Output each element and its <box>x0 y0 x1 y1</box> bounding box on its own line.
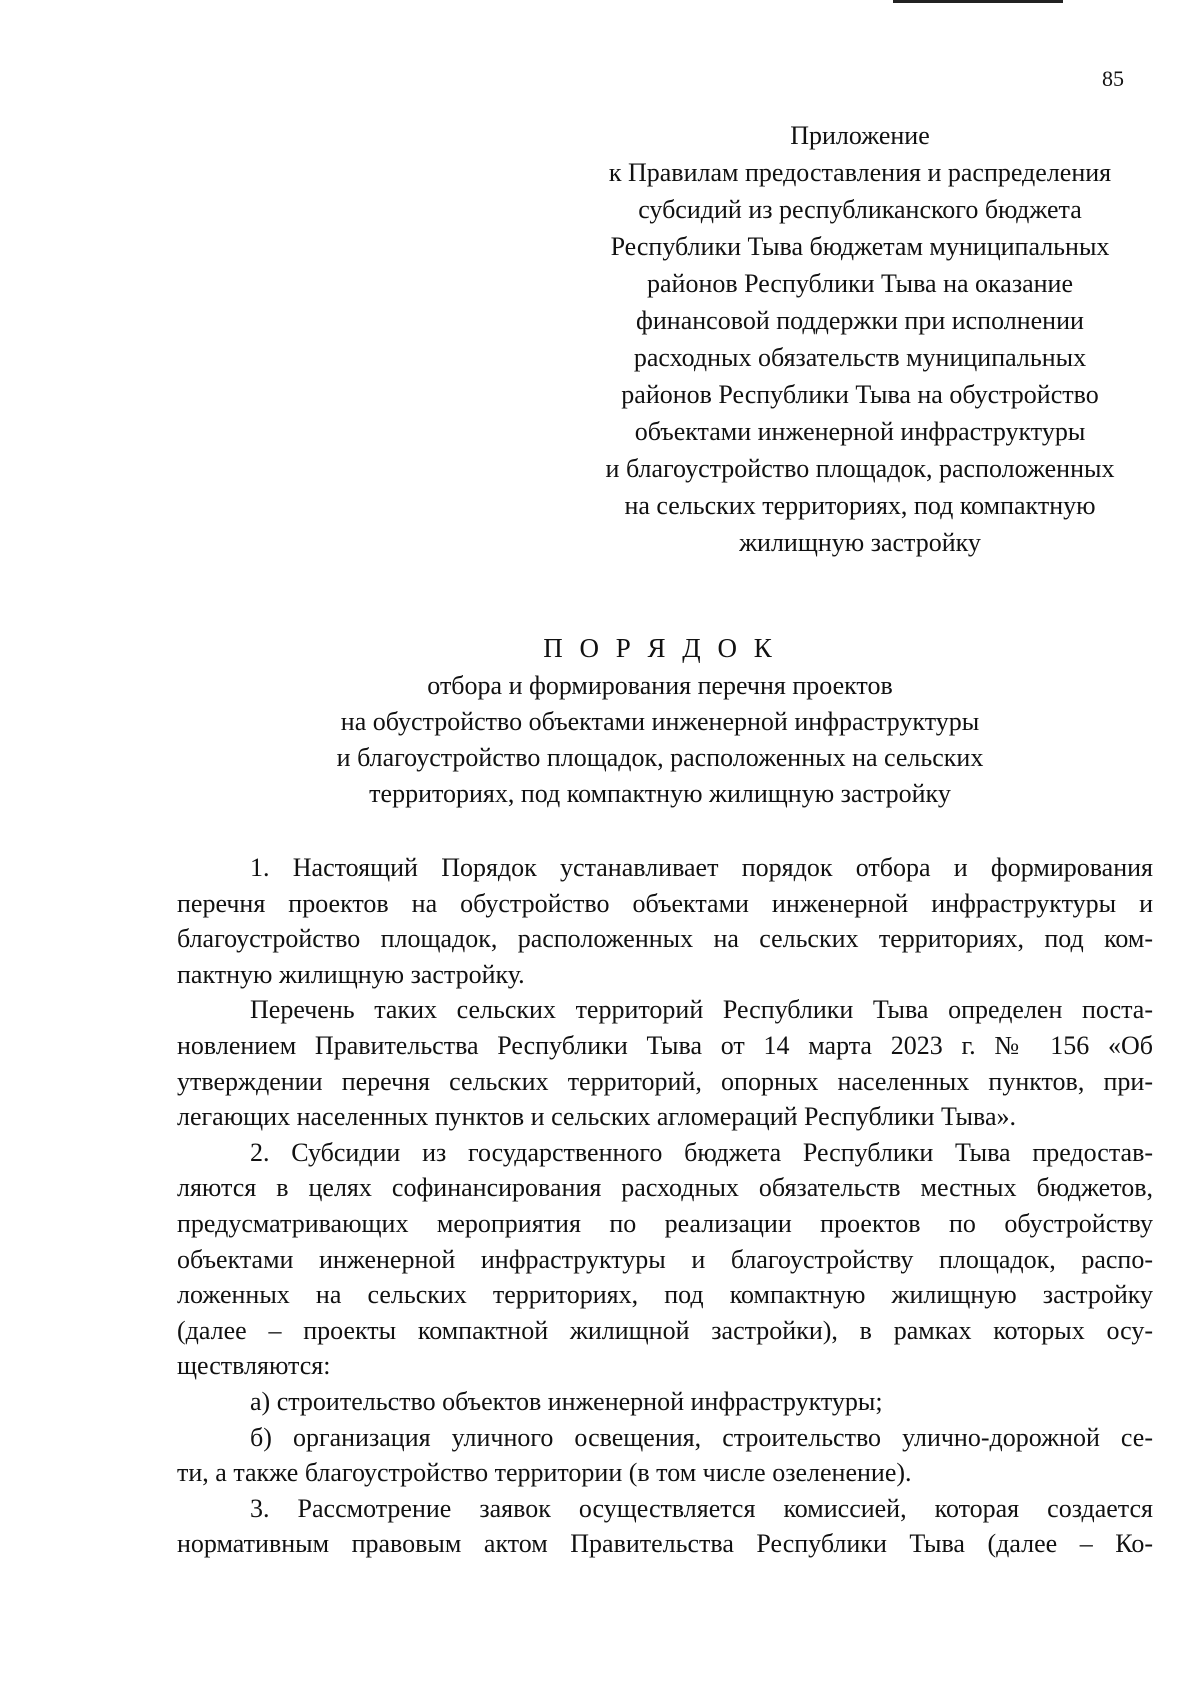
appendix-line: на сельских территориях, под компактную <box>624 491 1096 520</box>
document-body <box>177 850 1153 1562</box>
document-title: П О Р Я Д О К <box>543 633 777 663</box>
body-line: 2. Субсидии из государственного бюджета Республики Тыва предостав- <box>250 1137 1153 1167</box>
subtitle-line: на обустройство объектами инженерной инфраструктуры <box>340 707 980 736</box>
paragraph-1 <box>177 850 1153 992</box>
body-line: (далее – проекты компактной жилищной застройки), в рамках которых осу- <box>177 1315 1153 1345</box>
paragraph-2a <box>177 1384 1153 1420</box>
document-subtitle <box>160 668 1160 812</box>
body-line: 3. Рассмотрение заявок осуществляется комиссией, которая создается <box>250 1493 1153 1523</box>
appendix-line: Республики Тыва бюджетам муниципальных <box>610 232 1110 261</box>
appendix-line: Приложение <box>790 121 930 150</box>
document-title-block <box>160 628 1160 812</box>
page-number: 85 <box>1102 66 1124 91</box>
appendix-line: районов Республики Тыва на оказание <box>646 269 1074 298</box>
body-line: утверждении перечня сельских территорий, опорных населенных пунктов, при- <box>177 1066 1153 1096</box>
appendix-header <box>560 117 1160 561</box>
appendix-line: субсидий из республиканского бюджета <box>638 195 1082 224</box>
paragraph-2b <box>177 1420 1153 1491</box>
appendix-line: и благоустройство площадок, расположенных <box>605 454 1115 483</box>
body-line: Перечень таких сельских территорий Республики Тыва определен поста- <box>250 995 1153 1025</box>
paragraph-3 <box>177 1491 1153 1562</box>
body-line: пактную жилищную застройку. <box>177 959 525 989</box>
body-line: новлением Правительства Республики Тыва от 14 марта 2023 г. № 156 «Об <box>177 1030 1153 1060</box>
body-line: благоустройство площадок, расположенных на сельских территориях, под ком- <box>177 924 1153 954</box>
body-line: ти, а также благоустройство территории (в том числе озеленение). <box>177 1458 912 1488</box>
body-line: 1. Настоящий Порядок устанавливает порядок отбора и формирования <box>250 853 1153 882</box>
body-line: предусматривающих мероприятия по реализации проектов по обустройству <box>177 1208 1153 1238</box>
appendix-line: к Правилам предоставления и распределения <box>608 158 1112 187</box>
body-line: б) организация уличного освещения, строительство улично-дорожной се- <box>250 1422 1153 1452</box>
body-line: ложенных на сельских территориях, под компактную жилищную застройку <box>177 1280 1153 1310</box>
appendix-line: жилищную застройку <box>739 528 981 557</box>
appendix-line: объектами инженерной инфраструктуры <box>634 417 1086 446</box>
appendix-line: финансовой поддержки при исполнении <box>636 306 1084 335</box>
appendix-line: расходных обязательств муниципальных <box>633 343 1087 372</box>
subtitle-line: и благоустройство площадок, расположенных на сельских <box>336 743 984 772</box>
body-line: нормативным правовым актом Правительства Республики Тыва (далее – Ко- <box>177 1529 1153 1559</box>
subtitle-line: отбора и формирования перечня проектов <box>427 671 893 700</box>
body-line: а) строительство объектов инженерной инфраструктуры; <box>250 1386 883 1416</box>
appendix-line: районов Республики Тыва на обустройство <box>621 380 1099 409</box>
body-line: легающих населенных пунктов и сельских агломераций Республики Тыва». <box>177 1102 1016 1132</box>
subtitle-line: территориях, под компактную жилищную застройку <box>369 779 951 808</box>
paragraph-1-list-note <box>177 992 1153 1134</box>
body-line: перечня проектов на обустройство объектами инженерной инфраструктуры и <box>177 888 1153 918</box>
top-rule <box>893 0 1063 3</box>
paragraph-2 <box>177 1135 1153 1384</box>
body-line: ществляются: <box>177 1351 331 1381</box>
body-line: объектами инженерной инфраструктуры и благоустройству площадок, распо- <box>177 1244 1153 1274</box>
body-line: ляются в целях софинансирования расходных обязательств местных бюджетов, <box>177 1173 1153 1203</box>
